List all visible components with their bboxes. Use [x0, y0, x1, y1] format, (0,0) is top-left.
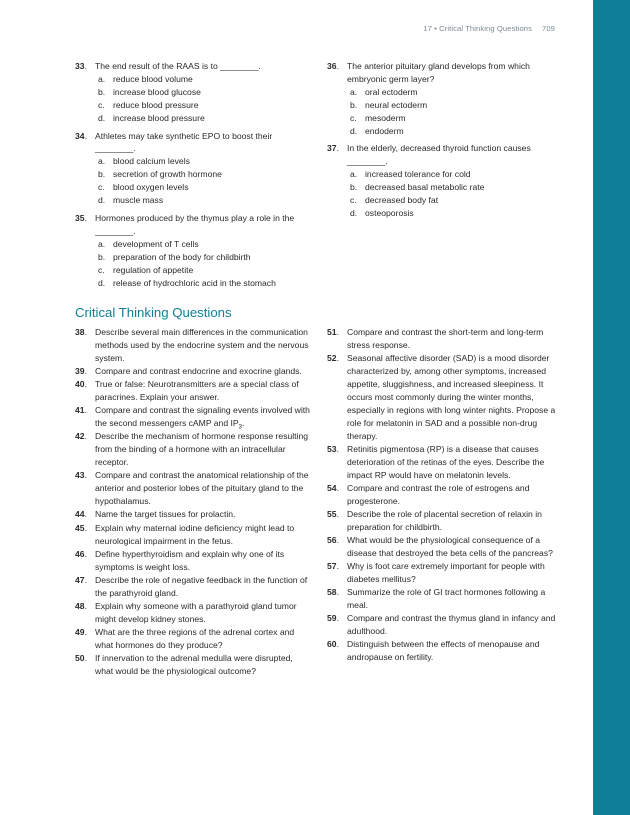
question-number: 45 .: [75, 522, 87, 535]
review-questions-left: [75, 60, 307, 294]
answer-option: [347, 168, 559, 181]
question-number: 51 .: [327, 326, 339, 339]
question-text: Define hyperthyroidism and explain why one of its symptoms is weight loss.: [95, 548, 285, 572]
question-text: The end result of the RAAS is to ________.: [95, 61, 261, 71]
critical-question: [75, 626, 313, 652]
answer-option: [347, 207, 559, 220]
option-text: osteoporosis: [365, 207, 414, 218]
option-letter: c .: [98, 264, 105, 277]
question-text: Compare and contrast endocrine and exocrine glands.: [95, 366, 302, 377]
question-number: 43 .: [75, 469, 87, 482]
option-text: blood calcium levels: [113, 156, 190, 167]
question-number: 36 .: [327, 60, 339, 73]
question-text: Seasonal affective disorder (SAD) is a mood disorder characterized by, among other symptoms, increased appetite, sluggishness, and increased sleepiness. It occurs most commonly during the winter months, especially in regions with long winter nights. Propose a role for melatonin in SAD and a possible non-drug therapy.: [347, 353, 556, 441]
option-text: endoderm: [365, 125, 404, 136]
option-letter: c .: [98, 99, 105, 112]
option-letter: d .: [98, 277, 105, 290]
question-number: 55 .: [327, 508, 339, 521]
critical-question: [75, 469, 313, 508]
critical-question: [327, 508, 565, 534]
question-text: What would be the physiological consequence of a disease that destroyed the beta cells of the pancreas?: [347, 534, 553, 558]
question-number: 42 .: [75, 430, 87, 443]
option-text: preparation of the body for childbirth: [113, 251, 251, 262]
answer-option: [347, 194, 559, 207]
option-letter: d .: [350, 207, 357, 220]
option-letter: a .: [98, 73, 105, 86]
option-text: secretion of growth hormone: [113, 169, 222, 180]
answer-option: [95, 277, 307, 290]
answer-option: [95, 251, 307, 264]
option-letter: d .: [98, 112, 105, 125]
critical-question: [75, 365, 313, 378]
question-number: 35 .: [75, 212, 87, 225]
question-text: Explain why someone with a parathyroid gland tumor might develop kidney stones.: [95, 601, 297, 624]
answer-option: [95, 73, 307, 86]
question-text-end: .: [241, 418, 245, 429]
question-text: In the elderly, decreased thyroid function causes ________.: [347, 143, 531, 167]
question-number: 49 .: [75, 626, 87, 639]
critical-question: [327, 534, 565, 560]
question-number: 37 .: [327, 142, 339, 155]
question-number: 56 .: [327, 534, 339, 547]
question-text: Explain why maternal iodine deficiency might lead to neurological impairment in the fetus.: [95, 522, 295, 546]
option-letter: a .: [98, 155, 105, 168]
question-number: 33 .: [75, 60, 87, 73]
option-text: increase blood pressure: [113, 112, 205, 123]
question-text: Describe the role of negative feedback in the function of the parathyroid gland.: [95, 574, 308, 598]
option-text: oral ectoderm: [365, 86, 418, 97]
critical-question: [75, 522, 313, 548]
critical-question: [75, 326, 313, 365]
option-text: decreased basal metabolic rate: [365, 182, 485, 193]
subscript: 3: [238, 424, 242, 431]
question-number: 60 .: [327, 638, 339, 651]
question-text: Summarize the role of GI tract hormones following a meal.: [347, 587, 546, 611]
critical-question: [327, 638, 565, 664]
option-letter: c .: [350, 194, 357, 207]
question-text: Compare and contrast the signaling events involved with the second messengers cAMP and IP: [95, 405, 310, 429]
question-text: What are the three regions of the adrenal cortex and what hormones do they produce?: [95, 627, 295, 651]
question-number: 58 .: [327, 586, 339, 599]
review-questions-right: [327, 60, 559, 225]
critical-question: [327, 352, 565, 442]
critical-question: [75, 600, 313, 626]
question-text: Distinguish between the effects of menopause and andropause on fertility.: [347, 639, 540, 663]
question-text: Describe the role of placental secretion of relaxin in preparation for childbirth.: [347, 508, 542, 532]
question-text: If innervation to the adrenal medulla were disrupted, what would be the physiological outcome?: [95, 653, 293, 677]
review-question: [75, 212, 307, 289]
answer-option: [95, 238, 307, 251]
question-number: 34 .: [75, 130, 87, 143]
question-text: Athletes may take synthetic EPO to boost their ________.: [95, 130, 273, 154]
answer-option: [95, 86, 307, 99]
option-text: blood oxygen levels: [113, 182, 189, 193]
option-letter: b .: [98, 86, 105, 99]
question-number: 46 .: [75, 548, 87, 561]
critical-question: [75, 404, 313, 430]
answer-option: [347, 181, 559, 194]
critical-question: [327, 586, 565, 612]
question-text: Describe several main differences in the communication methods used by the endocrine system and the nervous system.: [95, 327, 309, 363]
answer-option: [347, 86, 559, 99]
critical-questions-left: [75, 326, 313, 678]
option-letter: b .: [350, 99, 357, 112]
option-text: reduce blood volume: [113, 73, 193, 84]
question-text: Name the target tissues for prolactin.: [95, 509, 236, 520]
option-letter: a .: [350, 86, 357, 99]
question-number: 52 .: [327, 352, 339, 365]
option-text: regulation of appetite: [113, 264, 194, 275]
answer-option: [95, 264, 307, 277]
critical-question: [75, 574, 313, 600]
question-number: 54 .: [327, 482, 339, 495]
review-question: [327, 60, 559, 137]
question-number: 59 .: [327, 612, 339, 625]
running-header: [423, 24, 555, 33]
question-text: True or false: Neurotransmitters are a special class of paracrines. Explain your answer.: [95, 379, 299, 403]
critical-question: [327, 443, 565, 482]
chapter-label: 17 • Critical Thinking Questions: [423, 24, 533, 33]
answer-option: [347, 125, 559, 138]
question-text: Compare and contrast the short-term and long-term stress response.: [347, 327, 544, 350]
question-number: 39 .: [75, 365, 87, 378]
question-text: The anterior pituitary gland develops from which embryonic germ layer?: [347, 61, 530, 84]
option-letter: b .: [350, 181, 357, 194]
section-title: Critical Thinking Questions: [75, 305, 232, 320]
question-number: 44 .: [75, 508, 87, 521]
option-text: decreased body fat: [365, 195, 439, 206]
critical-question: [75, 430, 313, 469]
answer-option: [95, 155, 307, 168]
critical-question: [75, 548, 313, 574]
option-text: neural ectoderm: [365, 99, 428, 110]
option-text: muscle mass: [113, 195, 164, 206]
review-question: [75, 130, 307, 207]
question-number: 57 .: [327, 560, 339, 573]
review-question: [327, 142, 559, 219]
question-text: Compare and contrast the thymus gland in infancy and adulthood.: [347, 613, 556, 637]
critical-question: [327, 612, 565, 638]
question-text: Describe the mechanism of hormone response resulting from the binding of a hormone with an intracellular receptor.: [95, 431, 309, 468]
answer-option: [95, 168, 307, 181]
answer-option: [95, 99, 307, 112]
question-text: Compare and contrast the role of estrogens and progesterone.: [347, 482, 530, 506]
critical-question: [75, 508, 313, 521]
question-number: 38 .: [75, 326, 87, 339]
question-number: 47 .: [75, 574, 87, 587]
question-number: 40 .: [75, 378, 87, 391]
question-text: Why is foot care extremely important for people with diabetes mellitus?: [347, 561, 545, 584]
review-question: [75, 60, 307, 125]
question-text: Compare and contrast the anatomical relationship of the anterior and posterior lobes of the pituitary gland to the hypothalamus.: [95, 470, 309, 507]
option-letter: b .: [98, 168, 105, 181]
critical-question: [327, 326, 565, 352]
option-text: reduce blood pressure: [113, 99, 199, 110]
question-text: Retinitis pigmentosa (RP) is a disease that causes deterioration of the retinas of the eyes. Describe the impact RP would have on melatonin levels.: [347, 443, 545, 480]
answer-option: [347, 99, 559, 112]
option-text: mesoderm: [365, 112, 406, 123]
question-text: Hormones produced by the thymus play a role in the ________.: [95, 212, 295, 236]
option-letter: c .: [350, 112, 357, 125]
page-number: 709: [542, 24, 555, 33]
question-number: 53 .: [327, 443, 339, 456]
answer-option: [95, 112, 307, 125]
question-number: 48 .: [75, 600, 87, 613]
answer-option: [347, 112, 559, 125]
question-number: 50 .: [75, 652, 87, 665]
critical-question: [75, 378, 313, 404]
option-text: release of hydrochloric acid in the stomach: [113, 277, 276, 288]
option-text: increased tolerance for cold: [365, 169, 471, 180]
option-text: development of T cells: [113, 238, 199, 249]
option-letter: a .: [98, 238, 105, 251]
option-letter: d .: [98, 194, 105, 207]
option-text: increase blood glucose: [113, 86, 201, 97]
option-letter: b .: [98, 251, 105, 264]
option-letter: d .: [350, 125, 357, 138]
chapter-color-bar: [593, 0, 630, 815]
critical-question: [327, 560, 565, 586]
answer-option: [95, 194, 307, 207]
option-letter: c .: [98, 181, 105, 194]
critical-question: [327, 482, 565, 508]
critical-questions-right: [327, 326, 565, 665]
option-letter: a .: [350, 168, 357, 181]
question-number: 41 .: [75, 404, 87, 417]
critical-question: [75, 652, 313, 678]
answer-option: [95, 181, 307, 194]
